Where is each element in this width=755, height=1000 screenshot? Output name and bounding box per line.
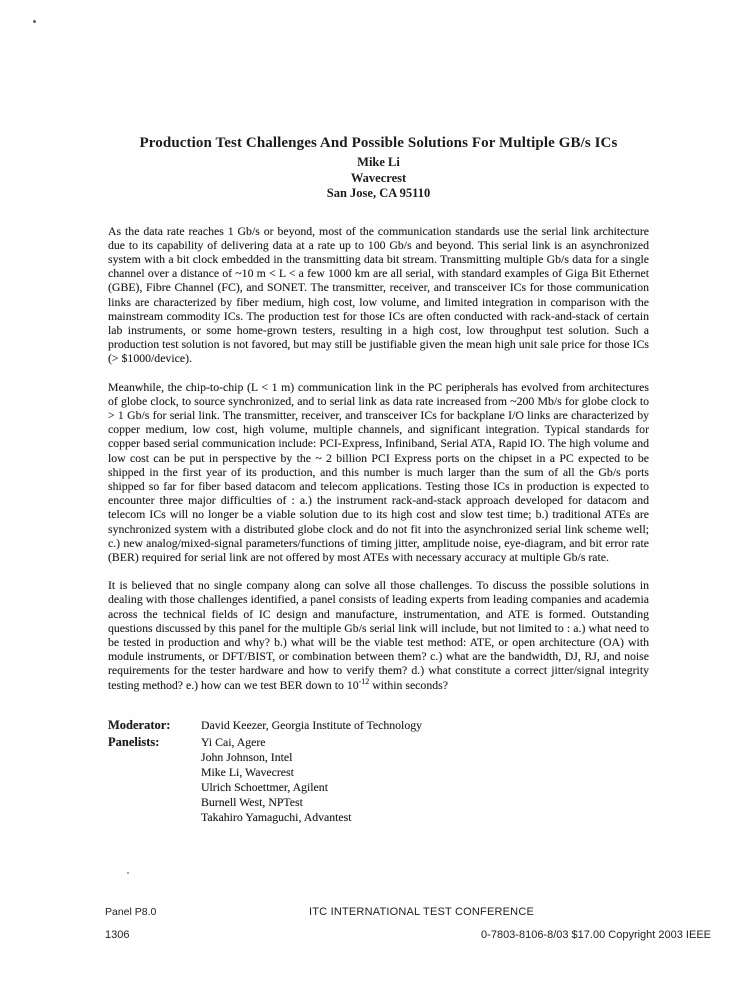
panelist-item: John Johnson, Intel bbox=[201, 750, 293, 765]
ber-exponent: -12 bbox=[358, 676, 370, 686]
footer-page-number: 1306 bbox=[105, 929, 130, 941]
author-affiliation: Wavecrest bbox=[350, 170, 407, 185]
footer-panel-id: Panel P8.0 bbox=[105, 906, 157, 918]
panelists-row bbox=[108, 735, 649, 824]
moderator-row bbox=[108, 718, 649, 732]
abstract-paragraph-3 bbox=[108, 578, 649, 692]
panel-roster bbox=[108, 718, 649, 825]
moderator-label: Moderator: bbox=[108, 717, 171, 732]
panelist-item: Ulrich Schoettmer, Agilent bbox=[201, 779, 328, 794]
document-content bbox=[108, 134, 649, 828]
paper-title: Production Test Challenges And Possible Solutions For Multiple GB/s ICs bbox=[139, 135, 618, 151]
abstract-paragraph-2: Meanwhile, the chip-to-chip (L < 1 m) communication link in the PC peripherals has evolved from architectures of globe clock, to source synchronized, and to serial link as data rate increased from ~200 Mb/s for globe clock to > 1 Gb/s for serial link. The transmitter, receiver, and transceiver ICs for backplane I/O links are characterized by copper medium, low cost, high volume, multiple channels, and significant integration. Typical standards for copper based serial communication include: PCI-Express, Infiniband, Serial ATA, Rapid IO. The high volume and low cost can be put in perspective by the ~ 2 billion PCI Express ports on the chipset in a PC expected to be shipped in the first year of its production, and this number is much larger than the sum of all the Gb/s ports shipped so far for fiber based datacom and telecom applications. Testing those ICs in production is expected to encounter three major difficulties of : a.) the instrument rack-and-stack approach developed for datacom and telecom ICs will no longer be a viable solution due to its high cost and slow test time; b.) traditional ATEs are synchronized system with a distributed globe clock and do not fit into the asynchronized serial link scheme well; c.) new analog/mixed-signal parameters/functions of timing jitter, amplitude noise, eye-diagram, and bit error rate (BER) required for serial link are not offered by most ATEs with necessary accuracy at multiple Gb/s rate. bbox=[108, 379, 649, 564]
author-location: San Jose, CA 95110 bbox=[326, 186, 431, 200]
abstract-paragraph-1: As the data rate reaches 1 Gb/s or beyond, most of the communication standards use the serial link architecture due to its capability of delivering data at a rate up to 100 Gb/s and beyond. This serial link is an asynchronized system with a bit clock embedded in the transmitting data bit stream. Transmitting multiple Gb/s data for a single channel over a distance of ~10 m < L < a few 1000 km are all serial, with standard examples of Giga Bit Ethernet (GBE), Fibre Channel (FC), and SONET. The transmitter, receiver, and transceiver ICs for those communication links are characterized by fiber medium, high cost, low volume, and limited integration in comparison with the mainstream commodity ICs. The production test for those ICs are often conducted with rack-and-stack of certain lab instruments, or some home-grown testers, resulting in a high cost, low throughput test solution. Such a production test solution is not favored, but may still be justifiable given the mean high unit sale price for those ICs (> $1000/device). bbox=[108, 223, 649, 366]
abstract-paragraph-3-tail: within seconds? bbox=[369, 677, 448, 692]
footer-conference-name: ITC INTERNATIONAL TEST CONFERENCE bbox=[309, 906, 534, 918]
panelist-item: Takahiro Yamaguchi, Advantest bbox=[201, 809, 352, 824]
author-name: Mike Li bbox=[357, 155, 400, 169]
panelist-list bbox=[201, 735, 649, 824]
scan-artifact-speck bbox=[127, 872, 129, 874]
footer-copyright: 0-7803-8106-8/03 $17.00 Copyright 2003 IEEE bbox=[481, 929, 711, 941]
panelist-item: Yi Cai, Agere bbox=[201, 735, 266, 750]
abstract-paragraph-3-text: It is believed that no single company along can solve all those challenges. To discuss the possible solutions in dealing with those challenges identified, a panel consists of leading experts from leading companies and academia across the technical fields of IC design and manufacture, instrumentation, and ATE is formed. Outstanding questions discussed by this panel for the multiple Gb/s serial link will include, but not limited to : a.) what need to be tested in production and why? b.) what will be the viable test method: ATE, or open architecture (OA) with module instruments, or DFT/BIST, or combination between them? c.) what are the bandwidth, DJ, RJ, and noise requirements for the tester hardware and how to verify them? d.) what constitute a correct jitter/signal integrity testing method? e.) how can we test BER down to 10 bbox=[108, 578, 649, 692]
scan-artifact-speck bbox=[33, 20, 36, 23]
moderator-name: David Keezer, Georgia Institute of Technology bbox=[201, 717, 423, 732]
abstract-body bbox=[108, 224, 649, 692]
panelists-label: Panelists: bbox=[108, 735, 160, 750]
panelist-item: Burnell West, NPTest bbox=[201, 794, 303, 809]
panelist-item: Mike Li, Wavecrest bbox=[201, 765, 294, 780]
